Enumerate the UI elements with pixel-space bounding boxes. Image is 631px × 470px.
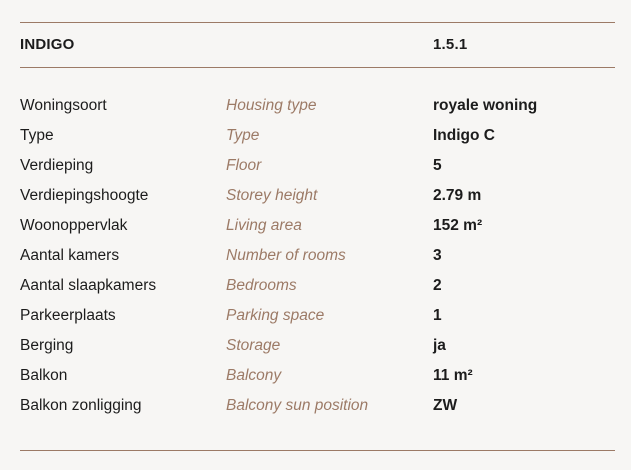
label-english: Storage xyxy=(226,337,281,354)
spec-row-floor xyxy=(0,156,631,186)
spec-row-balcony-sun xyxy=(0,396,631,426)
spec-row-housing-type xyxy=(0,96,631,126)
label-dutch: Verdiepingshoogte xyxy=(20,187,149,204)
label-english: Parking space xyxy=(226,307,325,324)
spec-row-parking xyxy=(0,306,631,336)
header-divider xyxy=(20,67,615,68)
label-dutch: Type xyxy=(20,127,54,144)
spec-row-living-area xyxy=(0,216,631,246)
top-divider xyxy=(20,22,615,23)
label-dutch: Woningsoort xyxy=(20,97,107,114)
label-english: Living area xyxy=(226,217,302,234)
spec-value: 2.79 m xyxy=(433,187,482,204)
label-english: Balcony xyxy=(226,367,282,384)
spec-row-bedrooms xyxy=(0,276,631,306)
label-english: Balcony sun position xyxy=(226,397,369,414)
spec-row-type xyxy=(0,126,631,156)
spec-row-storage xyxy=(0,336,631,366)
label-dutch: Parkeerplaats xyxy=(20,307,116,324)
spec-value: 3 xyxy=(433,247,442,264)
label-english: Housing type xyxy=(226,97,317,114)
bottom-divider xyxy=(20,450,615,451)
spec-value: ja xyxy=(433,337,446,354)
spec-value: 152 m² xyxy=(433,217,483,234)
label-english: Floor xyxy=(226,157,262,174)
label-dutch: Verdieping xyxy=(20,157,94,174)
spec-row-rooms xyxy=(0,246,631,276)
spec-value: ZW xyxy=(433,397,458,414)
spec-row-storey-height xyxy=(0,186,631,216)
spec-value: 2 xyxy=(433,277,442,294)
spec-value: 1 xyxy=(433,307,442,324)
label-english: Type xyxy=(226,127,260,144)
spec-value: Indigo C xyxy=(433,127,495,144)
spec-row-balcony xyxy=(0,366,631,396)
spec-value: royale woning xyxy=(433,97,538,114)
label-dutch: Aantal slaapkamers xyxy=(20,277,157,294)
label-english: Number of rooms xyxy=(226,247,346,264)
label-dutch: Balkon xyxy=(20,367,68,384)
spec-header xyxy=(0,36,631,58)
label-english: Storey height xyxy=(226,187,318,204)
label-dutch: Balkon zonligging xyxy=(20,397,142,414)
label-dutch: Woonoppervlak xyxy=(20,217,128,234)
unit-name: INDIGO xyxy=(20,36,75,53)
label-dutch: Aantal kamers xyxy=(20,247,120,264)
spec-value: 5 xyxy=(433,157,442,174)
label-english: Bedrooms xyxy=(226,277,297,294)
spec-value: 11 m² xyxy=(433,367,473,384)
spec-table xyxy=(0,96,631,426)
label-dutch: Berging xyxy=(20,337,74,354)
unit-number: 1.5.1 xyxy=(433,36,468,53)
